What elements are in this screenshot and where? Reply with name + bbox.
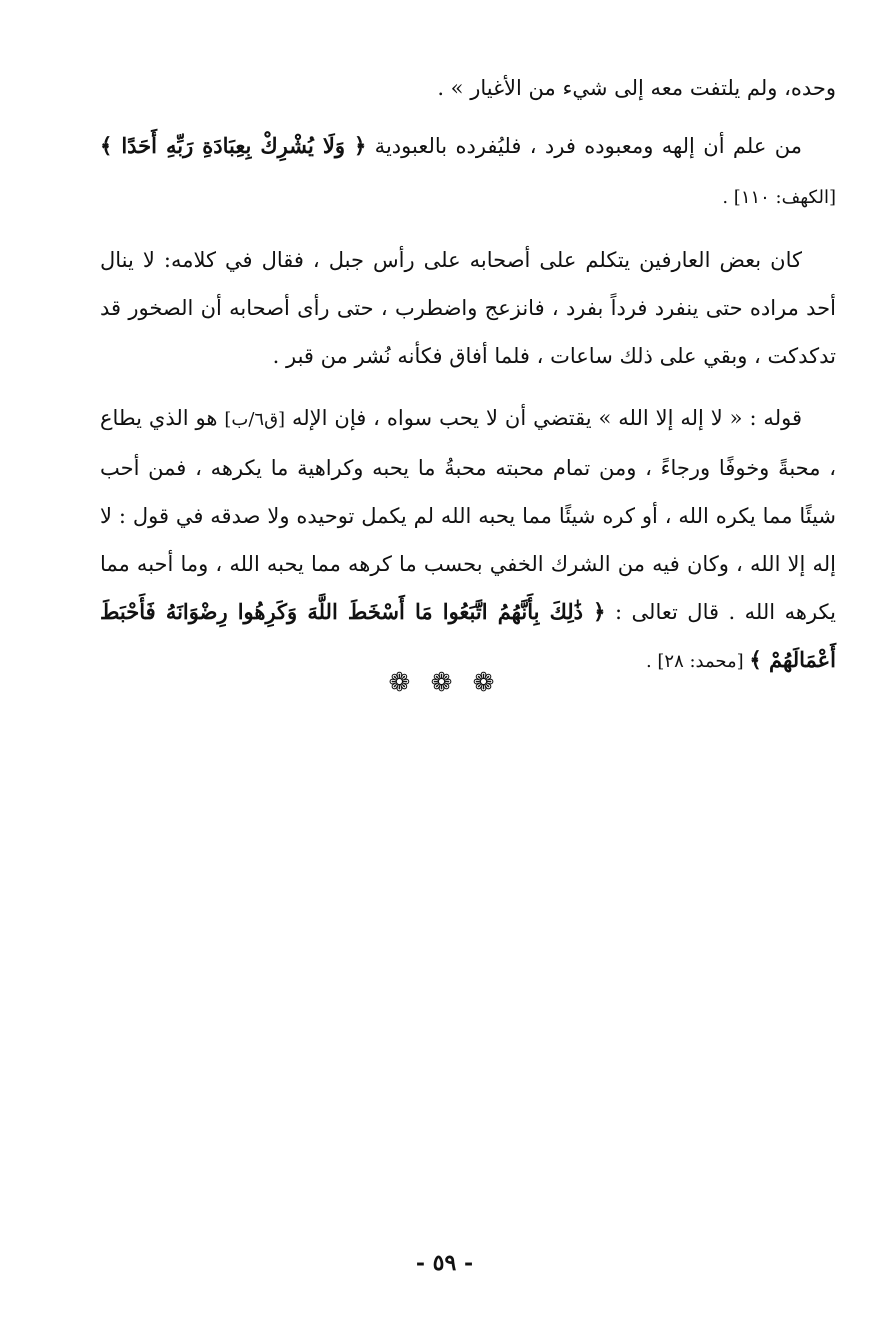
page-body xyxy=(100,64,836,686)
paragraph-4 xyxy=(100,394,836,686)
paragraph-4-text-b: هو الذي يطاع ، محبةً وخوفًا ورجاءً ، ومن تمام محبته محبةُ ما يحبه وكراهية ما يكرهه ، فمن أحب شيئًا مما يكره الله ، أو كره شيئًا مما يحبه الله لم يكمل توحيده ولا صدقه في قول : لا إله إلا الله ، وكان فيه من الشرك الخفي بحسب ما كرهه مما يحبه الله ، وما أحبه مما يكرهه الله . قال تعالى : xyxy=(100,406,836,624)
page-number: - ٥٩ - xyxy=(415,1250,474,1276)
section-divider-ornament: ❁ ❁ ❁ xyxy=(388,668,501,698)
verse-reference-muhammad: [محمد: ٢٨] . xyxy=(645,651,750,672)
paragraph-2 xyxy=(100,122,836,222)
paragraph-3-text: كان بعض العارفين يتكلم على أصحابه على رأس جبل ، فقال في كلامه: لا ينال أحد مراده حتى ينفرد فرداً بفرد ، فانزعج واضطرب ، حتى رأى أصحابه أن الصخور قد تدكدكت ، وبقي على ذلك ساعات ، فلما أفاق فكأنه نُشر من قبر . xyxy=(100,248,836,368)
manuscript-folio-marker: [ق٦/ب] xyxy=(224,409,286,430)
paragraph-2-text: من علم أن إلهه ومعبوده فرد ، فليُفرده بالعبودية xyxy=(366,134,802,158)
paragraph-1-text: وحده، ولم يلتفت معه إلى شيء من الأغيار » . xyxy=(437,76,836,100)
paragraph-3 xyxy=(100,236,836,380)
quran-verse-muhammad: ﴿ ذَٰلِكَ بِأَنَّهُمُ اتَّبَعُوا مَا أَسْخَطَ اللَّهَ وَكَرِهُوا رِضْوَانَهُ فَأَحْبَطَ أَعْمَالَهُمْ ﴾ xyxy=(100,599,836,672)
paragraph-1 xyxy=(100,64,836,112)
quran-verse-kahf: ﴿ وَلَا يُشْرِكْ بِعِبَادَةِ رَبِّهِ أَحَدًا ﴾ xyxy=(100,133,367,158)
verse-reference-kahf: [الكهف: ١١٠] . xyxy=(722,187,836,208)
paragraph-4-text-a: قوله : « لا إله إلا الله » يقتضي أن لا يحب سواه ، فإن الإله xyxy=(285,406,802,430)
